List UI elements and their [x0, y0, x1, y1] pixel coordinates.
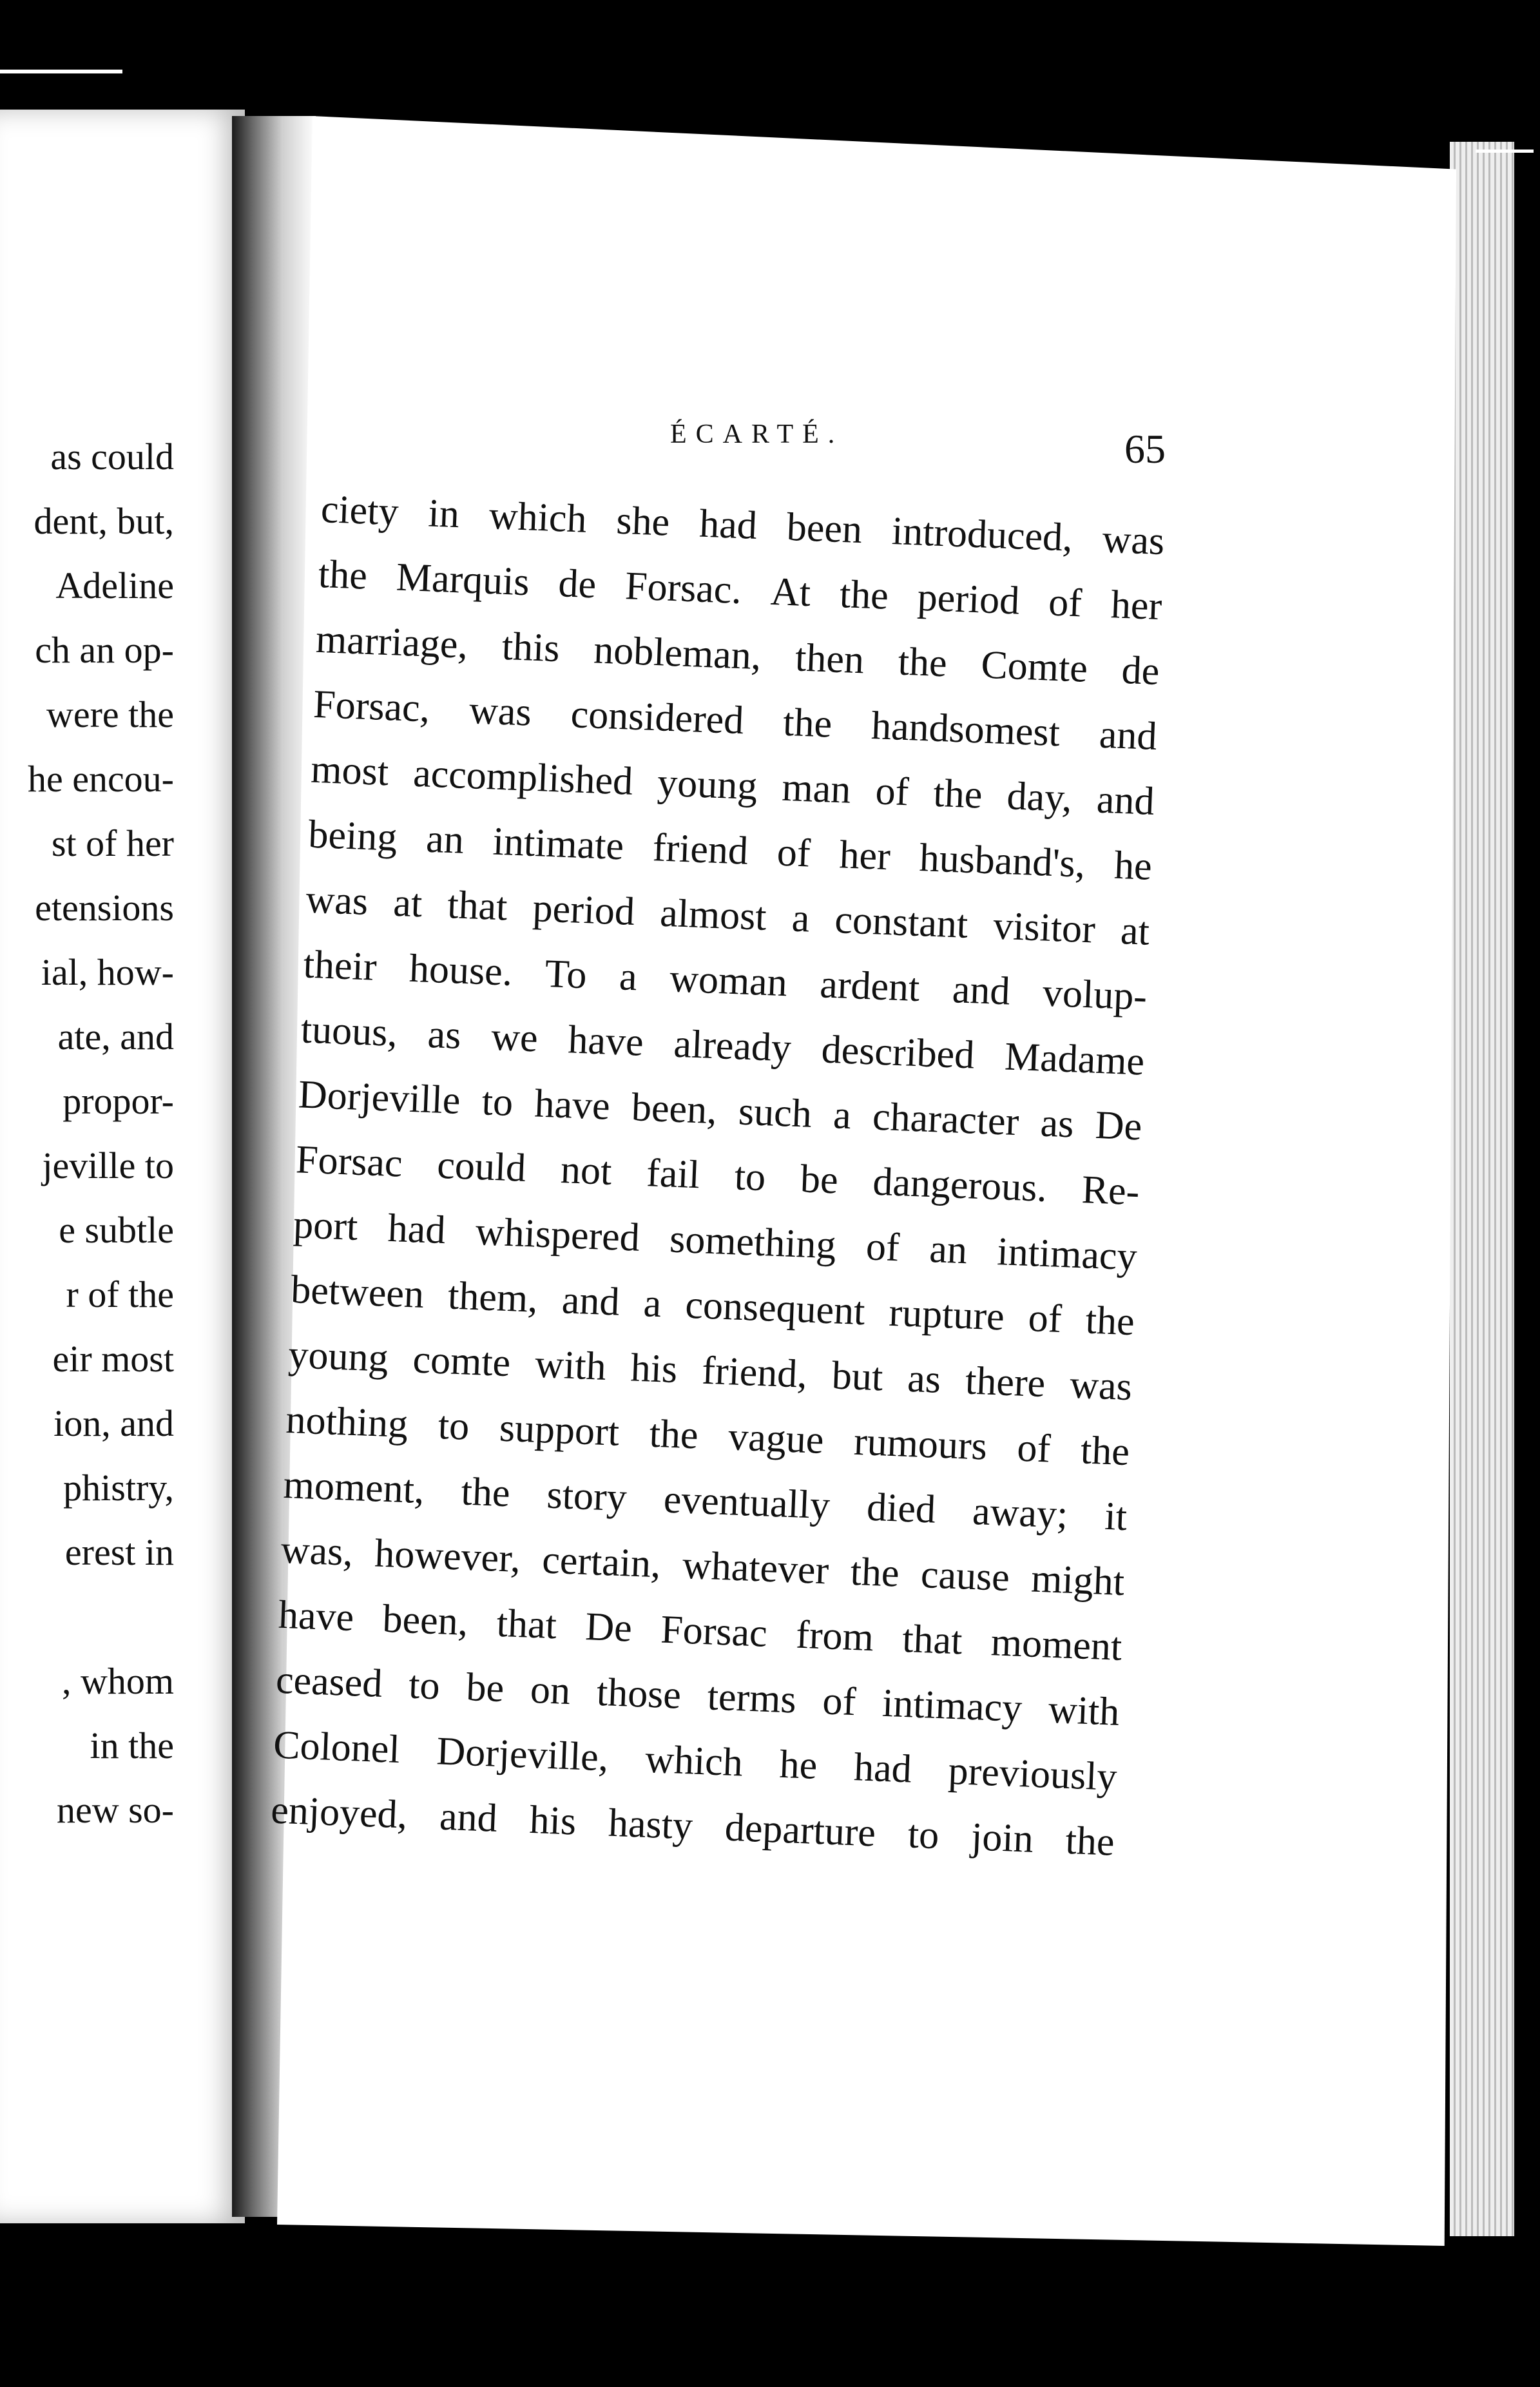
left-line: propor- [63, 1080, 174, 1122]
left-line: ch an op- [35, 629, 174, 671]
body-text [270, 477, 1166, 1875]
left-line: ial, how- [41, 951, 174, 993]
text-line: most accomplished young man of the day, and [310, 747, 1155, 824]
left-line: r of the [66, 1273, 174, 1315]
text-line: marriage, this nobleman, then the Comte de [315, 617, 1160, 694]
scan-artifact [1476, 150, 1534, 153]
text-line: the Marquis de Forsac. At the period of her [317, 552, 1163, 629]
page-edges [1450, 142, 1514, 2236]
left-page [0, 110, 245, 2223]
text-line: enjoyed, and his hasty departure to join the [270, 1788, 1115, 1864]
text-line: ciety in which she had been introduced, was [320, 487, 1166, 564]
text-line: nothing to support the vague rumours of the [285, 1397, 1131, 1474]
text-line: between them, and a consequent rupture of the [290, 1268, 1135, 1344]
text-line: moment, the story eventually died away; it [282, 1462, 1128, 1540]
left-line: phistry, [63, 1467, 174, 1509]
text-line: ceased to be on those terms of intimacy with [274, 1657, 1121, 1734]
text-line: tuous, as we have already described Madame [300, 1007, 1146, 1084]
text-line: Dorjeville to have been, such a character as De [297, 1072, 1143, 1149]
left-line: ion, and [53, 1402, 174, 1444]
left-line: as could [50, 436, 174, 478]
left-line: he encou- [27, 758, 174, 800]
text-line: was at that period almost a constant visitor at [305, 877, 1151, 954]
left-line: new so- [56, 1789, 174, 1831]
left-line: erest in [64, 1531, 174, 1573]
left-line: jeville to [42, 1145, 174, 1186]
text-line: their house. To a woman ardent and volup- [302, 942, 1148, 1019]
text-line: Forsac, was considered the handsomest and [313, 682, 1158, 759]
left-line: st of her [51, 822, 174, 864]
left-line: etensions [35, 887, 174, 929]
text-line: Colonel Dorjeville, which he had previously [273, 1723, 1118, 1799]
text-line: young comte with his friend, but as there was [287, 1333, 1133, 1409]
left-line: e subtle [59, 1209, 174, 1251]
left-line: dent, but, [34, 500, 174, 542]
left-line: , whom [62, 1660, 174, 1702]
text-line: was, however, certain, whatever the cause might [280, 1527, 1126, 1605]
left-line: ate, and [57, 1016, 174, 1058]
left-line: were the [46, 693, 174, 735]
page-number: 65 [1124, 426, 1166, 472]
text-line: being an intimate friend of her husband's, he [307, 812, 1153, 889]
text-line: have been, that De Forsac from that moment [277, 1592, 1123, 1669]
left-line: Adeline [55, 565, 174, 606]
text-line: port had whispered something of an intimacy [293, 1203, 1138, 1279]
text-line: Forsac could not fail to be dangerous. Re- [295, 1137, 1141, 1214]
left-line: eir most [52, 1338, 174, 1380]
left-line: in the [90, 1725, 174, 1766]
running-header: ÉCARTÉ. [670, 420, 844, 449]
scan-artifact [0, 70, 122, 73]
